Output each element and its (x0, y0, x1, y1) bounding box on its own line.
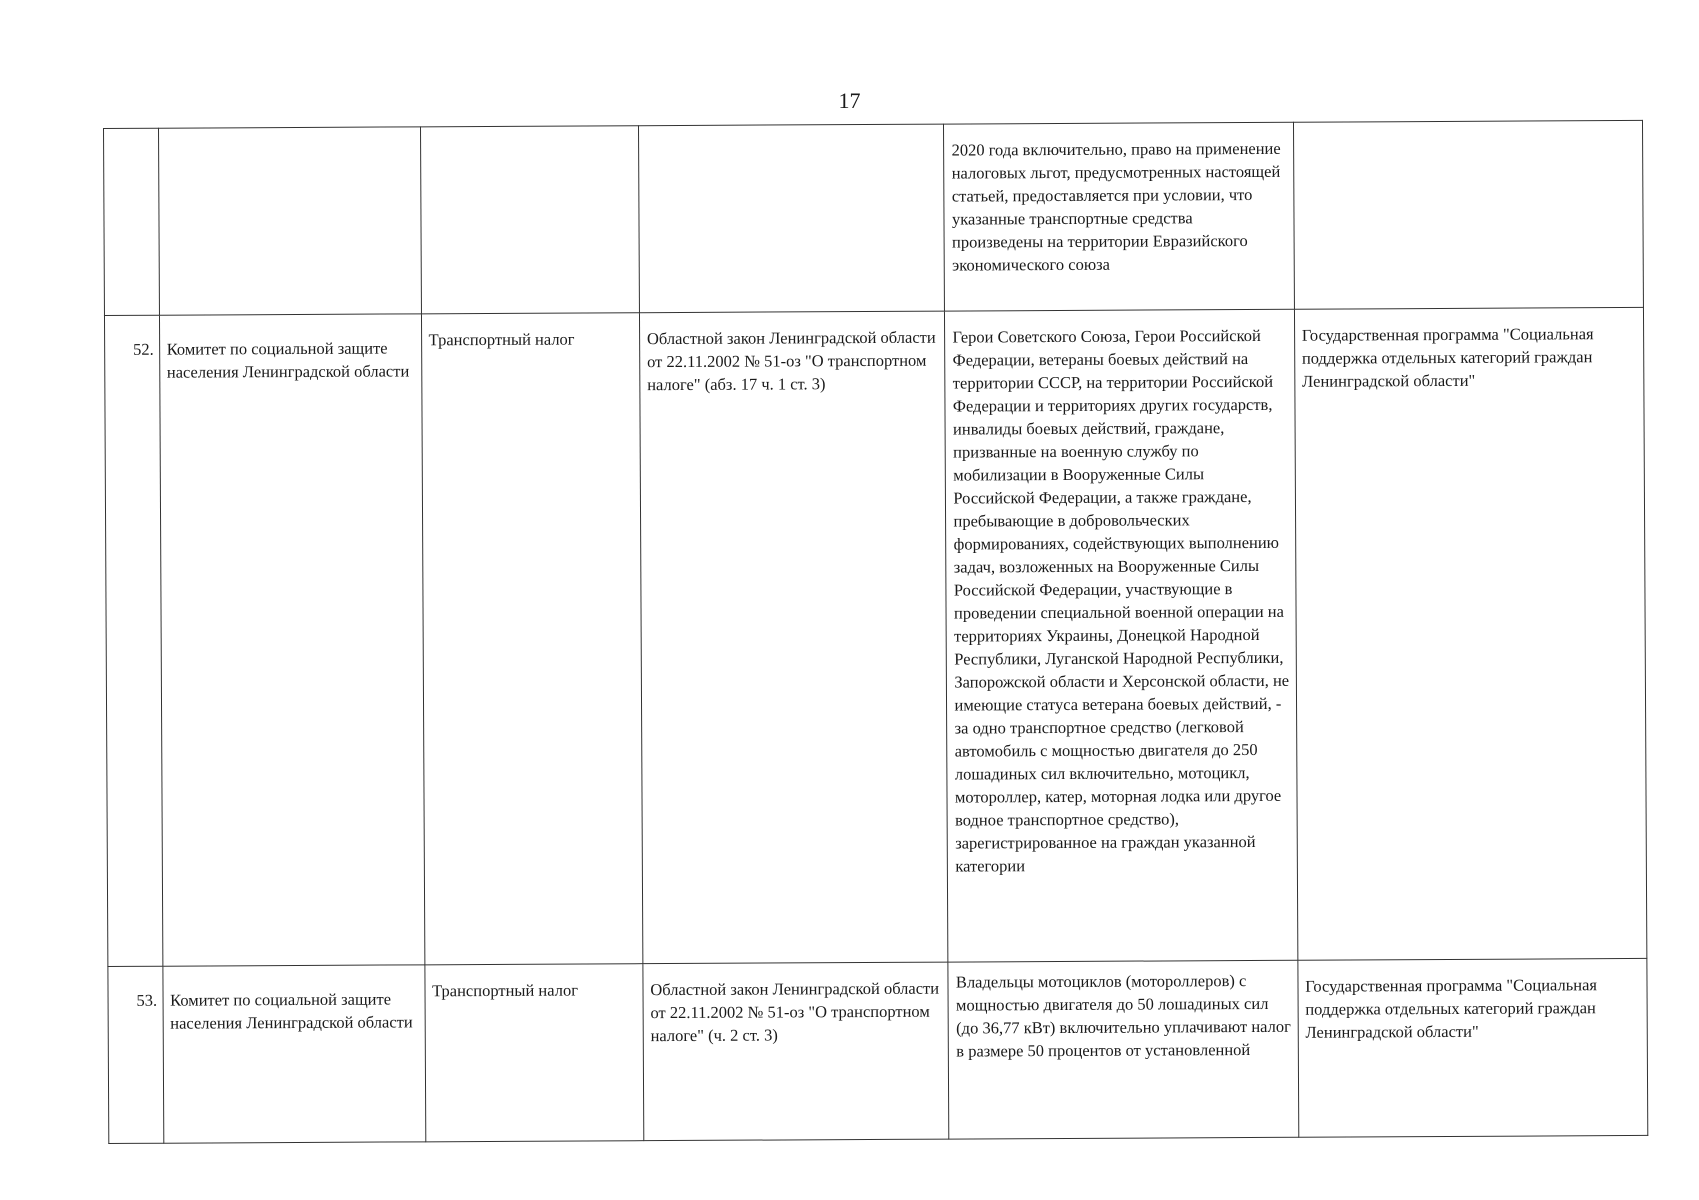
benefit-description-cell: Владельцы мотоциклов (мотороллеров) с мощностью двигателя до 50 лошадиных сил (до 36,77 кВт) включительно уплачивают налог в размере 50 процентов от установленной (948, 960, 1298, 1139)
state-program-cell (1293, 120, 1643, 309)
organization-cell: Комитет по социальной защите населения Ленинградской области (162, 965, 425, 1143)
page-number: 17 (838, 88, 861, 113)
benefit-description-cell: Герои Советского Союза, Герои Российской Федерации, ветераны боевых действий на территории СССР, на территории Российской Федерации и территориях других государств, инвалиды боевых действий, граждане, призванные на военную службу по мобилизации в Вооруженные Силы Российской Федерации, а также граждане, пребывающие в добровольческих формированиях, содействующих выполнению задач, возложенных на Вооруженные Силы Российской Федерации, участвующие в проведении специальной военной операции на территориях Украины, Донецкой Народной Республики, Луганской Народной Республики, Запорожской области и Херсонской области, не имеющие статуса ветерана боевых действий, - за одно транспортное средство (легковой автомобиль с мощностью двигателя до 250 лошадиных сил включительно, мотоцикл, мотороллер, катер, моторная лодка или другое водное транспортное средство), зарегистрированное на граждан указанной категории (945, 309, 1298, 962)
state-program-cell: Государственная программа "Социальная поддержка отдельных категорий граждан Ленинградской области" (1298, 958, 1648, 1137)
organization-cell: Комитет по социальной защите населения Ленинградской области (159, 314, 424, 966)
organization-cell (158, 127, 421, 315)
row-number-cell (104, 128, 160, 315)
table-row (104, 307, 1646, 966)
law-reference-cell: Областной закон Ленинградской области от 22.11.2002 № 51-оз "О транспортном налоге" (абз. 17 ч. 1 ст. 3) (639, 311, 948, 964)
law-reference-cell: Областной закон Ленинградской области от 22.11.2002 № 51-оз "О транспортном налоге" (ч. 2 ст. 3) (643, 962, 950, 1141)
state-program-cell: Государственная программа "Социальная поддержка отдельных категорий граждан Ленинградской области" (1294, 307, 1647, 960)
benefit-description-cell: 2020 года включительно, право на применение налоговых льгот, предусмотренных настоящей статьей, предоставляется при условии, что указанные транспортные средства произведены на территории Евразийского экономического союза (944, 122, 1294, 311)
tax-benefits-table (103, 120, 1648, 1144)
table-row-continuation (104, 120, 1644, 315)
tax-type-cell: Транспортный налог (424, 964, 643, 1142)
law-reference-cell (638, 124, 945, 313)
tax-type-cell (420, 126, 639, 314)
row-number-cell: 52. (104, 315, 162, 966)
row-number-cell: 53. (108, 966, 163, 1143)
table-row (108, 958, 1648, 1143)
tax-type-cell: Транспортный налог (421, 313, 643, 965)
